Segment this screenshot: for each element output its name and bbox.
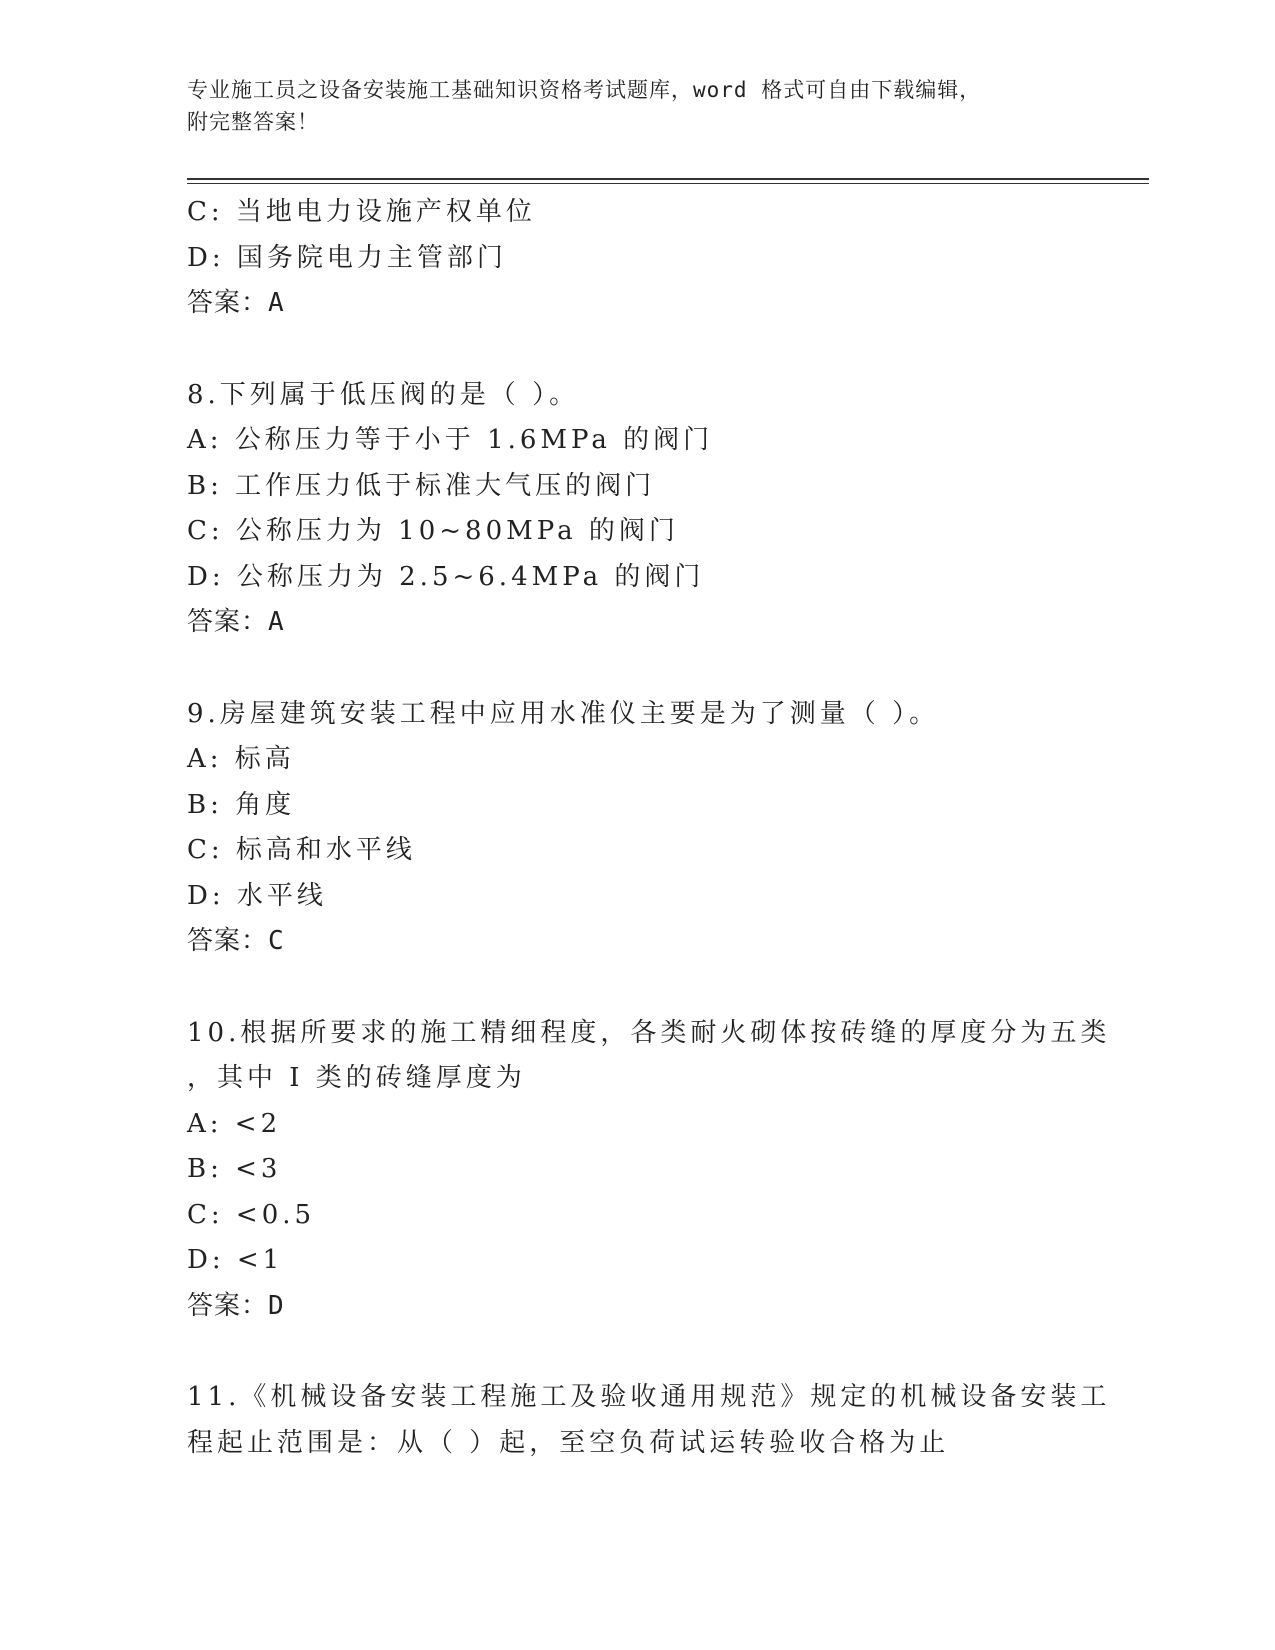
q10-option-b: B: <3 bbox=[187, 1154, 282, 1184]
q8-option-d: D: 公称压力为 2.5~6.4MPa 的阀门 bbox=[187, 561, 705, 592]
q9-answer: 答案：C bbox=[187, 926, 285, 956]
q7-option-d: D: 国务院电力主管部门 bbox=[187, 242, 507, 273]
spacer bbox=[187, 327, 1087, 373]
q10-option-d: D: <1 bbox=[187, 1245, 284, 1275]
spacer bbox=[187, 965, 1087, 1011]
q8-option-a: A: 公称压力等于小于 1.6MPa 的阀门 bbox=[187, 425, 714, 455]
header-line-2: 附完整答案！ bbox=[187, 110, 319, 134]
q8-option-c: C: 公称压力为 10~80MPa 的阀门 bbox=[187, 516, 679, 546]
q7-option-c: C: 当地电力设施产权单位 bbox=[187, 197, 536, 227]
spacer bbox=[187, 646, 1087, 692]
q8-option-b: B: 工作压力低于标准大气压的阀门 bbox=[187, 470, 656, 501]
q10-answer: 答案：D bbox=[187, 1290, 285, 1321]
q7-answer: 答案：A bbox=[187, 288, 285, 318]
q9-option-b: B: 角度 bbox=[187, 789, 296, 820]
q9-option-a: A: 标高 bbox=[187, 744, 295, 774]
q8-question: 8.下列属于低压阀的是（ ）。 bbox=[187, 379, 580, 410]
question-list bbox=[187, 190, 1111, 1466]
q10-question-line-1: 10.根据所要求的施工精细程度，各类耐火砌体按砖缝的厚度分为五类 bbox=[187, 1017, 1111, 1048]
q11-question-line-2: 程起止范围是：从（ ）起，至空负荷试运转验收合格为止 bbox=[187, 1427, 950, 1458]
document-header bbox=[187, 74, 1087, 138]
q9-question: 9.房屋建筑安装工程中应用水准仪主要是为了测量（ ）。 bbox=[187, 698, 940, 729]
header-divider-thick bbox=[187, 178, 1149, 180]
q10-question-line-2: ，其中 I 类的砖缝厚度为 bbox=[187, 1063, 526, 1093]
q10-option-a: A: <2 bbox=[187, 1108, 282, 1139]
q9-option-c: C: 标高和水平线 bbox=[187, 835, 416, 865]
q8-answer: 答案：A bbox=[187, 607, 285, 637]
q11-question-line-1: 11.《机械设备安装工程施工及验收通用规范》规定的机械设备安装工 bbox=[187, 1382, 1111, 1412]
header-divider-thin bbox=[187, 183, 1149, 184]
q9-option-d: D: 水平线 bbox=[187, 880, 327, 911]
q10-option-c: C: <0.5 bbox=[187, 1199, 316, 1230]
spacer bbox=[187, 1329, 1087, 1375]
header-line-1: 专业施工员之设备安装施工基础知识资格考试题库，word 格式可自由下载编辑， bbox=[187, 78, 982, 102]
